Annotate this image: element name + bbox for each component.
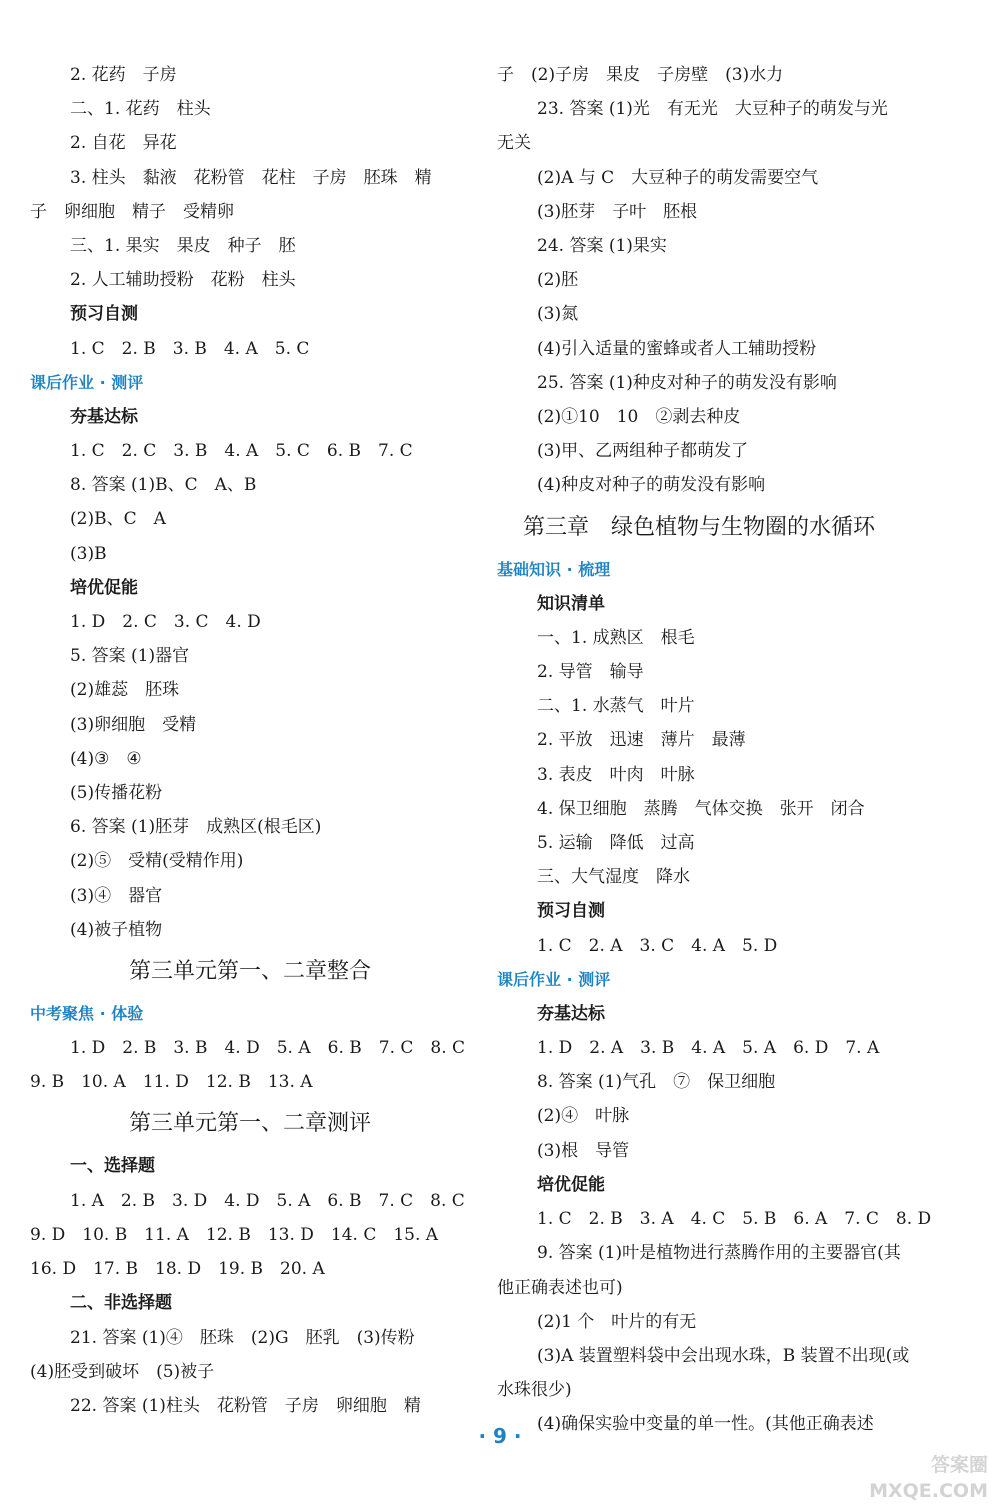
answer-line: (2)①10 10 ②剥去种皮 xyxy=(537,407,741,428)
answer-line: 21. 答案 (1)④ 胚珠 (2)G 胚乳 (3)传粉 xyxy=(70,1327,415,1348)
answer-line: 1. A 2. B 3. D 4. D 5. A 6. B 7. C 8. C xyxy=(70,1190,465,1211)
answer-line: 1. C 2. B 3. B 4. A 5. C xyxy=(70,338,310,359)
answer-line: 一、1. 成熟区 根毛 xyxy=(537,627,695,648)
answer-line: 二、1. 水蒸气 叶片 xyxy=(537,696,695,717)
answer-line: (2)④ 叶脉 xyxy=(537,1106,630,1127)
answer-line: 8. 答案 (1)B、C A、B xyxy=(70,475,257,496)
answer-line: (4)③ ④ xyxy=(70,748,142,769)
answer-line: (3)卵细胞 受精 xyxy=(70,714,197,735)
subsection-heading: 夯基达标 xyxy=(537,1003,605,1024)
subsection-heading: 一、选择题 xyxy=(70,1156,155,1177)
answer-line: 1. D 2. C 3. C 4. D xyxy=(70,612,261,633)
answer-line: (4)种皮对种子的萌发没有影响 xyxy=(537,475,766,496)
answer-line: (3)根 导管 xyxy=(537,1140,630,1161)
answer-line: 子 (2)子房 果皮 子房壁 (3)水力 xyxy=(497,65,784,85)
answer-line: 1. C 2. A 3. C 4. A 5. D xyxy=(537,935,778,956)
answer-line: 6. 答案 (1)胚芽 成熟区(根毛区) xyxy=(70,817,322,838)
answer-line: 22. 答案 (1)柱头 花粉管 子房 卵细胞 精 xyxy=(70,1395,421,1416)
answer-line: 1. C 2. B 3. A 4. C 5. B 6. A 7. C 8. D xyxy=(537,1209,932,1230)
answer-line: 他正确表述也可) xyxy=(497,1277,623,1298)
answer-line: 无关 xyxy=(497,133,531,154)
left-column xyxy=(30,58,470,1423)
answer-line: 三、1. 果实 果皮 种子 胚 xyxy=(70,236,296,257)
chapter-title: 第三单元第一、二章测评 xyxy=(128,1111,371,1137)
answer-line: (3)甲、乙两组种子都萌发了 xyxy=(537,441,749,462)
answer-line: 9. D 10. B 11. A 12. B 13. D 14. C 15. A xyxy=(30,1224,439,1245)
subsection-heading: 预习自测 xyxy=(70,304,138,325)
answer-line: 9. 答案 (1)叶是植物进行蒸腾作用的主要器官(其 xyxy=(537,1243,901,1264)
answer-line: (2)雄蕊 胚珠 xyxy=(70,680,180,701)
section-heading: 中考聚焦 · 体验 xyxy=(30,1004,144,1024)
answer-line: 2. 导管 输导 xyxy=(537,662,644,683)
answer-line: (4)被子植物 xyxy=(70,919,163,940)
chapter-title: 第三单元第一、二章整合 xyxy=(128,959,371,985)
answer-line: 1. D 2. B 3. B 4. D 5. A 6. B 7. C 8. C xyxy=(70,1038,466,1059)
section-heading: 课后作业 · 测评 xyxy=(497,969,611,989)
answer-line: (3)A 装置塑料袋中会出现水珠，B 装置不出现(或 xyxy=(537,1345,910,1366)
watermark-text: 答案圈 xyxy=(930,1454,988,1476)
subsection-heading: 知识清单 xyxy=(537,593,605,614)
answer-line: 9. B 10. A 11. D 12. B 13. A xyxy=(30,1072,313,1093)
subsection-heading: 预习自测 xyxy=(537,901,605,922)
page-number: · 9 · xyxy=(478,1424,522,1448)
answer-line: 4. 保卫细胞 蒸腾 气体交换 张开 闭合 xyxy=(537,798,865,819)
answer-line: 水珠很少) xyxy=(497,1380,572,1401)
answer-line: 1. C 2. C 3. B 4. A 5. C 6. B 7. C xyxy=(70,441,413,462)
subsection-heading: 培优促能 xyxy=(70,577,138,598)
answer-line: (4)引入适量的蜜蜂或者人工辅助授粉 xyxy=(537,338,817,359)
chapter-title: 第三章 绿色植物与生物圈的水循环 xyxy=(523,514,876,540)
answer-line: (3)胚芽 子叶 胚根 xyxy=(537,201,698,222)
answer-line: (2)胚 xyxy=(537,270,579,291)
answer-line: 2. 平放 迅速 薄片 最薄 xyxy=(537,730,746,751)
subsection-heading: 二、非选择题 xyxy=(70,1293,172,1314)
section-heading: 课后作业 · 测评 xyxy=(30,372,144,392)
answer-line: (2)⑤ 受精(受精作用) xyxy=(70,851,244,872)
answer-line: (3)B xyxy=(70,543,107,564)
section-heading: 基础知识 · 梳理 xyxy=(497,559,611,579)
answer-line: 2. 花药 子房 xyxy=(70,65,177,85)
answer-line: 25. 答案 (1)种皮对种子的萌发没有影响 xyxy=(537,372,837,393)
answer-line: (2)A 与 C 大豆种子的萌发需要空气 xyxy=(537,167,819,188)
answer-line: (3)氮 xyxy=(537,304,579,325)
answer-line: 3. 柱头 黏液 花粉管 花柱 子房 胚珠 精 xyxy=(70,167,432,188)
answer-line: (4)确保实验中变量的单一性。(其他正确表述 xyxy=(537,1414,874,1435)
answer-line: 5. 运输 降低 过高 xyxy=(537,833,695,854)
answer-line: 1. D 2. A 3. B 4. A 5. A 6. D 7. A xyxy=(537,1038,880,1059)
answer-line: 三、大气湿度 降水 xyxy=(537,867,690,888)
answer-line: 子 卵细胞 精子 受精卵 xyxy=(30,201,234,222)
answer-line: 二、1. 花药 柱头 xyxy=(70,99,211,120)
answer-line: (5)传播花粉 xyxy=(70,783,163,804)
answer-line: 3. 表皮 叶肉 叶脉 xyxy=(537,764,695,785)
answer-line: (3)④ 器官 xyxy=(70,885,163,906)
answer-line: 8. 答案 (1)气孔 ⑦ 保卫细胞 xyxy=(537,1072,776,1093)
answer-line: 23. 答案 (1)光 有无光 大豆种子的萌发与光 xyxy=(537,99,888,120)
answer-line: (2)B、C A xyxy=(70,509,166,530)
answer-line: 2. 自花 异花 xyxy=(70,133,177,154)
watermark-logo xyxy=(818,1452,988,1508)
answer-line: (4)胚受到破坏 (5)被子 xyxy=(30,1361,215,1382)
answer-line: 5. 答案 (1)器官 xyxy=(70,646,190,667)
answer-line: 2. 人工辅助授粉 花粉 柱头 xyxy=(70,270,296,291)
subsection-heading: 夯基达标 xyxy=(70,406,138,427)
subsection-heading: 培优促能 xyxy=(537,1174,605,1195)
right-column xyxy=(497,58,967,1442)
answer-line: 16. D 17. B 18. D 19. B 20. A xyxy=(30,1259,325,1280)
answer-line: (2)1 个 叶片的有无 xyxy=(537,1311,697,1332)
watermark-url: MXQE.COM xyxy=(869,1480,988,1502)
answer-line: 24. 答案 (1)果实 xyxy=(537,236,667,257)
